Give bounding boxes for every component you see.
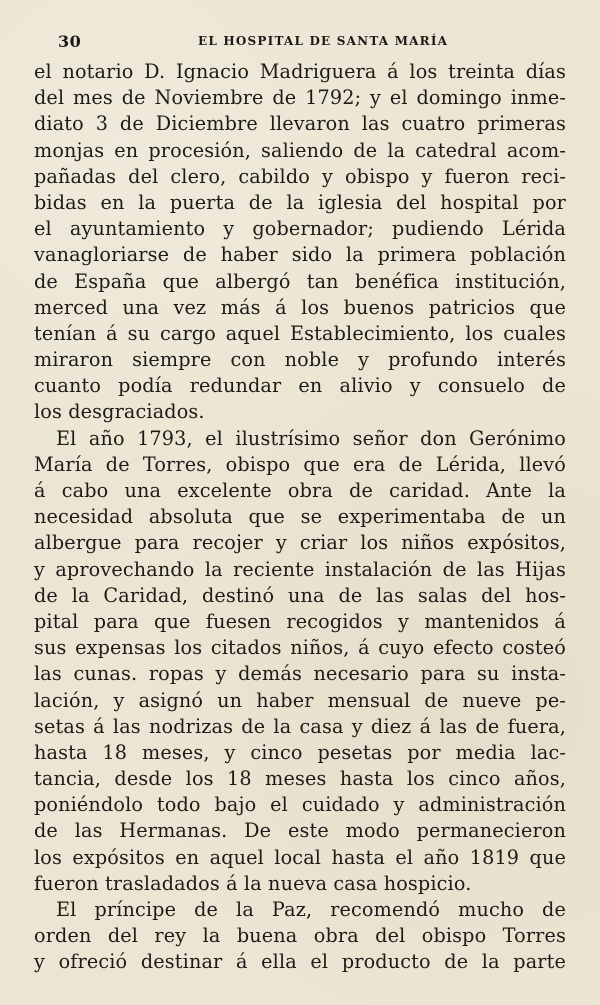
text-line: albergue para recojer y criar los niños expósitos, xyxy=(34,531,566,555)
text-line: y aprovechando la reciente instalación de las Hijas xyxy=(34,557,566,581)
text-line: sus expensas los citados niños, á cuyo efecto costeó xyxy=(34,636,566,660)
text-line: los expósitos en aquel local hasta el año 1819 que xyxy=(34,845,566,869)
text-line: de la Caridad, destinó una de las salas del hos- xyxy=(34,583,566,607)
text-line: setas á las nodrizas de la casa y diez á las de fuera, xyxy=(34,714,566,738)
text-line: bidas en la puerta de la iglesia del hospital por xyxy=(34,190,566,214)
text-line: vanagloriarse de haber sido la primera población xyxy=(34,243,566,267)
paragraph-start-line: El año 1793, el ilustrísimo señor don Gerónimo xyxy=(56,426,566,450)
page-number: 30 xyxy=(58,32,82,51)
running-head: EL HOSPITAL DE SANTA MARÍA xyxy=(198,34,449,48)
text-line: á cabo una excelente obra de caridad. Ante la xyxy=(34,479,566,502)
paragraph-start-line: El príncipe de la Paz, recomendó mucho de xyxy=(56,898,566,921)
text-line: los desgraciados. xyxy=(34,400,205,424)
text-line: el ayuntamiento y gobernador; pudiendo Lérida xyxy=(34,217,566,241)
text-line: poniéndolo todo bajo el cuidado y administración xyxy=(34,793,566,817)
body-text xyxy=(34,59,566,976)
text-line: merced una vez más á los buenos patricios que xyxy=(34,295,566,319)
text-line: pital para que fuesen recogidos y mantenidos á xyxy=(34,609,566,633)
page-header xyxy=(58,30,542,54)
text-line: María de Torres, obispo que era de Lérida, llevó xyxy=(34,452,566,476)
text-line: de las Hermanas. De este modo permanecieron xyxy=(34,819,566,843)
text-line: cuanto podía redundar en alivio y consuelo de xyxy=(34,374,566,398)
text-line: pañadas del clero, cabildo y obispo y fueron reci- xyxy=(34,164,566,188)
text-line: tancia, desde los 18 meses hasta los cinco años, xyxy=(34,767,566,791)
text-line: monjas en procesión, saliendo de la catedral acom- xyxy=(34,138,566,162)
text-line: del mes de Noviembre de 1792; y el domingo inme- xyxy=(34,86,566,110)
text-line: orden del rey la buena obra del obispo Torres xyxy=(34,924,566,948)
text-line: miraron siempre con noble y profundo interés xyxy=(34,348,566,372)
text-line: diato 3 de Diciembre llevaron las cuatro primeras xyxy=(34,112,566,136)
text-line: lación, y asignó un haber mensual de nueve pe- xyxy=(34,688,566,712)
text-line: y ofreció destinar á ella el producto de la parte xyxy=(34,950,566,974)
text-line: fueron trasladados á la nueva casa hospicio. xyxy=(34,871,472,895)
text-line: hasta 18 meses, y cinco pesetas por media lac- xyxy=(34,740,566,764)
text-line: las cunas. ropas y demás necesario para su insta- xyxy=(34,662,566,686)
text-line: el notario D. Ignacio Madriguera á los treinta días xyxy=(34,60,566,83)
text-line: de España que albergó tan benéfica institución, xyxy=(34,269,566,293)
text-line: tenían á su cargo aquel Establecimiento, los cuales xyxy=(34,321,566,345)
text-line: necesidad absoluta que se experimentaba de un xyxy=(34,505,566,529)
